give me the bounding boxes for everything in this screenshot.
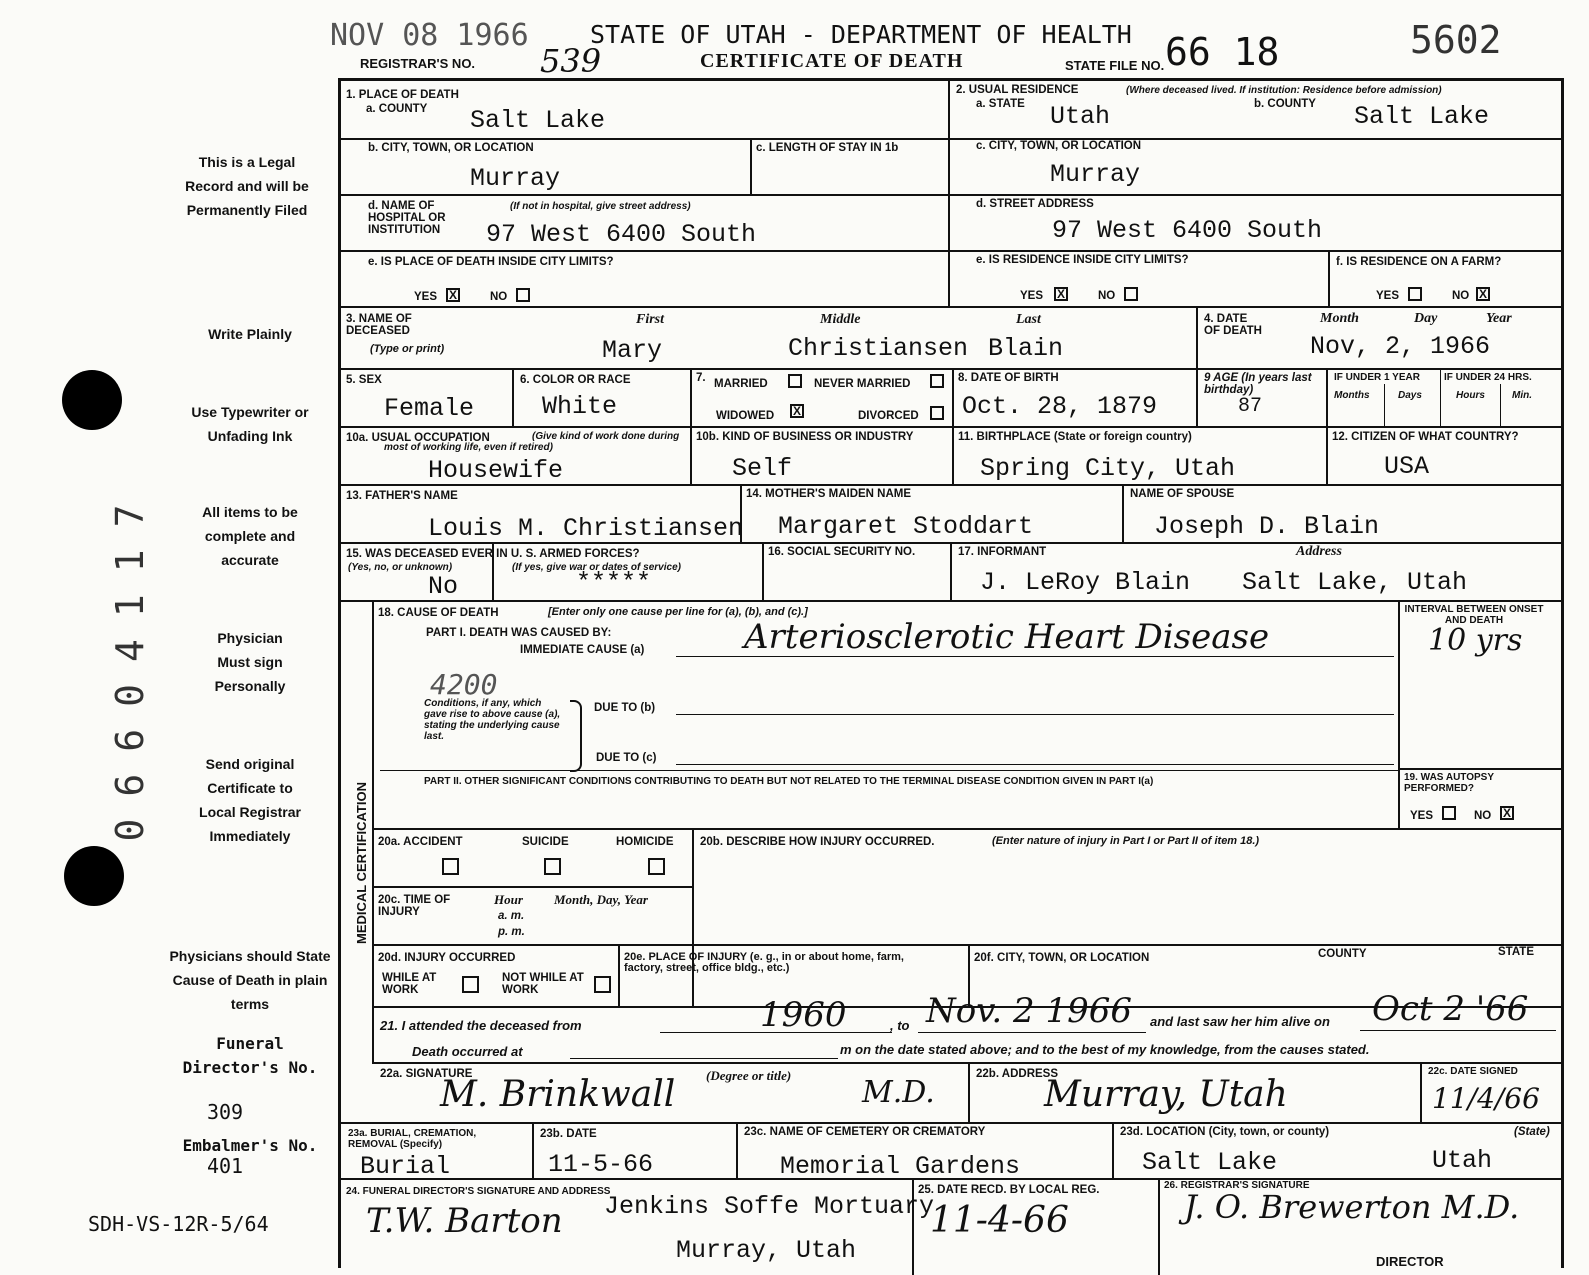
- cemetery-value[interactable]: Memorial Gardens: [780, 1152, 1021, 1181]
- note-physician-sign: Physician Must sign Personally: [214, 630, 286, 694]
- burial-location-value[interactable]: Salt Lake: [1142, 1148, 1278, 1177]
- label-burial-location: 23d. LOCATION (City, town, or county): [1120, 1126, 1330, 1138]
- label-under-1-year: IF UNDER 1 YEAR: [1334, 372, 1420, 383]
- label-mother: 14. MOTHER'S MAIDEN NAME: [746, 488, 912, 500]
- form-title: STATE OF UTAH - DEPARTMENT OF HEALTH: [590, 20, 1132, 49]
- label-interval: INTERVAL BETWEEN ONSET AND DEATH: [1404, 604, 1544, 626]
- note-write-plainly: Write Plainly: [208, 326, 292, 342]
- label-hour: Hour: [494, 892, 523, 907]
- label-type-or-print: (Type or print): [370, 343, 445, 355]
- label-yes: YES: [414, 291, 438, 303]
- label-age: 9 AGE (In years last birthday): [1204, 372, 1312, 396]
- label-married: MARRIED: [714, 378, 768, 390]
- funeral-director-label: Funeral Director's No.: [182, 1034, 318, 1077]
- label-race: 6. COLOR OR RACE: [520, 374, 631, 386]
- label-accident: 20a. ACCIDENT: [378, 836, 463, 848]
- label-pm: p. m.: [498, 926, 525, 938]
- label-injury-note: (Enter nature of injury in Part I or Part II of item 18.): [992, 835, 1260, 847]
- death-city-limits-no-checkbox[interactable]: [516, 288, 530, 302]
- last-name-value[interactable]: Blain: [988, 334, 1064, 363]
- label-place-of-death: 1. PLACE OF DEATH: [346, 89, 459, 101]
- label-length-of-stay: c. LENGTH OF STAY IN 1b: [756, 142, 899, 154]
- age-value[interactable]: 87: [1238, 395, 1263, 418]
- label-due-to-b: DUE TO (b): [594, 702, 656, 714]
- label-death-occurred: Death occurred at: [412, 1044, 523, 1059]
- registrar-label: REGISTRAR'S NO.: [360, 56, 476, 71]
- label-am: a. m.: [498, 910, 525, 922]
- funeral-home-name[interactable]: Jenkins Soffe Mortuary: [604, 1192, 935, 1221]
- label-under-24-hrs: IF UNDER 24 HRS.: [1444, 372, 1532, 383]
- armed-forces-value[interactable]: No: [428, 572, 459, 601]
- label-occupation: 10a. USUAL OCCUPATION: [346, 432, 490, 444]
- note-send-original: Send original Certificate to Local Registrar Immediately: [199, 756, 301, 844]
- middle-name-value[interactable]: Christiansen: [788, 334, 969, 363]
- label-immediate-cause: IMMEDIATE CAUSE (a): [520, 644, 645, 656]
- label-place-of-injury: 20e. PLACE OF INJURY (e. g., in or about home, farm, factory, street, office bldg., etc.): [624, 951, 904, 974]
- occupation-value[interactable]: Housewife: [428, 456, 564, 485]
- label-no: NO: [490, 291, 508, 303]
- res-county-value[interactable]: Salt Lake: [1354, 102, 1490, 131]
- not-while-at-work-checkbox[interactable]: [594, 976, 611, 993]
- burial-value[interactable]: Burial: [360, 1152, 451, 1181]
- attended-from-value[interactable]: 1960: [760, 995, 847, 1035]
- burial-date-value[interactable]: 11-5-66: [548, 1150, 654, 1179]
- state-file-number: 66 18: [1165, 30, 1280, 74]
- funeral-director-number: 309: [206, 1100, 244, 1124]
- label-death-city: b. CITY, TOWN, OR LOCATION: [368, 142, 534, 154]
- label-physician-address: 22b. ADDRESS: [976, 1068, 1059, 1080]
- label-middle: Middle: [820, 312, 861, 327]
- label-injury-occurred: 20d. INJURY OCCURRED: [378, 952, 516, 964]
- label-informant-address: Address: [1296, 544, 1342, 559]
- spouse-value[interactable]: Joseph D. Blain: [1154, 512, 1380, 541]
- label-never-married: NEVER MARRIED: [814, 378, 911, 390]
- physician-address-value[interactable]: Murray, Utah: [1044, 1074, 1288, 1115]
- label-date-of-birth: 8. DATE OF BIRTH: [958, 372, 1059, 384]
- birthplace-value[interactable]: Spring City, Utah: [980, 454, 1236, 483]
- label-first: First: [636, 312, 665, 327]
- label-cause-of-death: 18. CAUSE OF DEATH: [378, 607, 499, 619]
- label-death-county: a. COUNTY: [366, 103, 428, 115]
- label-informant: 17. INFORMANT: [958, 546, 1047, 558]
- never-married-checkbox[interactable]: [930, 374, 944, 388]
- received-date-stamp: NOV 08 1966: [330, 18, 529, 53]
- label-signature: 22a. SIGNATURE: [380, 1068, 473, 1080]
- label-usual-residence: 2. USUAL RESIDENCE: [956, 84, 1079, 96]
- last-saw-value[interactable]: Oct 2 '66: [1372, 989, 1529, 1029]
- label-days: Days: [1398, 390, 1422, 401]
- res-city-limits-yes-checkbox[interactable]: X: [1054, 287, 1068, 301]
- death-county-value[interactable]: Salt Lake: [470, 106, 606, 135]
- label-death-occurred-2: m on the date stated above; and to the best of my knowledge, from the causes stated.: [840, 1042, 1370, 1057]
- label-yes: YES: [1410, 810, 1434, 822]
- embalmer-label: Embalmer's No.: [182, 1136, 318, 1155]
- registrar-signature[interactable]: J. O. Brewerton M.D.: [1184, 1188, 1520, 1226]
- label-hospital: d. NAME OF HOSPITAL OR INSTITUTION: [368, 200, 446, 236]
- binder-hole-top: [62, 370, 122, 430]
- label-month: Month: [1320, 311, 1359, 326]
- label-autopsy: 19. WAS AUTOPSY PERFORMED?: [1404, 772, 1494, 794]
- label-time-of-injury: 20c. TIME OF INJURY: [378, 894, 451, 918]
- res-city-limits-no-checkbox[interactable]: [1124, 287, 1138, 301]
- funeral-home-city[interactable]: Murray, Utah: [676, 1236, 857, 1265]
- label-to: , to: [890, 1018, 910, 1033]
- label-hours: Hours: [1456, 390, 1485, 401]
- label-street-address: d. STREET ADDRESS: [976, 198, 1094, 210]
- label-social-security: 16. SOCIAL SECURITY NO.: [768, 546, 916, 558]
- label-last-saw: and last saw her him alive on: [1150, 1014, 1330, 1029]
- label-no: NO: [1474, 810, 1492, 822]
- label-yes: YES: [1376, 290, 1400, 302]
- cause-code: 4200: [430, 668, 498, 701]
- widowed-checkbox[interactable]: X: [790, 404, 804, 418]
- business-value[interactable]: Self: [732, 454, 793, 483]
- form-code: SDH-VS-12R-5/64: [88, 1212, 269, 1236]
- label-death-city-limits: e. IS PLACE OF DEATH INSIDE CITY LIMITS?: [368, 256, 614, 268]
- death-city-limits-yes-checkbox[interactable]: X: [446, 288, 460, 302]
- label-armed-forces: 15. WAS DECEASED EVER IN U. S. ARMED FORCES?: [346, 548, 640, 560]
- label-months: Months: [1334, 390, 1370, 401]
- label-residence-note: (Where deceased lived. If institution: Residence before admission): [1126, 85, 1442, 96]
- label-res-state: a. STATE: [976, 98, 1025, 110]
- label-conditions: Conditions, if any, which gave rise to above cause (a), stating the underlying cause last.: [424, 698, 561, 742]
- label-date-of-death: 4. DATE OF DEATH: [1204, 313, 1262, 337]
- label-not-while-at-work: NOT WHILE AT WORK: [502, 972, 584, 996]
- label-citizen: 12. CITIZEN OF WHAT COUNTRY?: [1332, 431, 1519, 443]
- accident-checkbox[interactable]: [442, 858, 459, 875]
- label-cemetery: 23c. NAME OF CEMETERY OR CREMATORY: [744, 1126, 986, 1138]
- label-attended: 21. I attended the deceased from: [380, 1018, 582, 1033]
- label-medical-certification: MEDICAL CERTIFICATION: [354, 781, 369, 944]
- res-city-value[interactable]: Murray: [1050, 160, 1141, 189]
- res-state-value[interactable]: Utah: [1050, 102, 1111, 131]
- label-burial-date: 23b. DATE: [540, 1128, 597, 1140]
- label-registrar-signature: 26. REGISTRAR'S SIGNATURE: [1164, 1180, 1310, 1191]
- label-suicide: SUICIDE: [522, 836, 569, 848]
- label-7: 7.: [696, 372, 706, 384]
- label-injury-county: COUNTY: [1318, 948, 1367, 960]
- label-no: NO: [1098, 290, 1116, 302]
- date-of-death-value[interactable]: Nov, 2, 1966: [1310, 332, 1491, 361]
- registrar-number: 539: [540, 42, 602, 80]
- label-part2: PART II. OTHER SIGNIFICANT CONDITIONS CONTRIBUTING TO DEATH BUT NOT RELATED TO THE TERMINAL DISEASE CONDITION GIVEN IN PART I(a): [424, 776, 1154, 787]
- informant-value[interactable]: J. LeRoy Blain: [980, 568, 1191, 597]
- homicide-checkbox[interactable]: [648, 858, 665, 875]
- funeral-director-signature[interactable]: T.W. Barton: [366, 1201, 563, 1241]
- label-day: Day: [1414, 311, 1438, 326]
- res-farm-no-checkbox[interactable]: X: [1476, 287, 1490, 301]
- label-res-farm: f. IS RESIDENCE ON A FARM?: [1336, 256, 1502, 268]
- label-injury-state: STATE: [1498, 946, 1534, 958]
- label-cause-note: [Enter only one cause per line for (a), (b), and (c).]: [548, 606, 808, 618]
- date-signed-value[interactable]: 11/4/66: [1432, 1082, 1540, 1115]
- label-occupation-note: (Give kind of work done during most of working life, even if retired): [384, 431, 680, 453]
- citizen-value[interactable]: USA: [1384, 452, 1430, 481]
- label-no: NO: [1452, 290, 1470, 302]
- label-name-deceased: 3. NAME OF DECEASED: [346, 313, 412, 337]
- label-injury-description: 20b. DESCRIBE HOW INJURY OCCURRED.: [700, 836, 935, 848]
- race-value[interactable]: White: [542, 392, 618, 421]
- note-complete: All items to be complete and accurate: [202, 504, 298, 568]
- divorced-checkbox[interactable]: [930, 406, 944, 420]
- note-physicians-cause: Physicians should State Cause of Death in plain terms: [169, 948, 331, 1012]
- label-degree: (Degree or title): [706, 1068, 792, 1083]
- cause-a-value[interactable]: Arteriosclerotic Heart Disease: [744, 617, 1270, 657]
- autopsy-yes-checkbox[interactable]: [1442, 806, 1456, 820]
- label-spouse: NAME OF SPOUSE: [1130, 488, 1235, 500]
- label-part1: PART I. DEATH WAS CAUSED BY:: [426, 627, 612, 639]
- label-mdy: Month, Day, Year: [554, 892, 648, 907]
- label-while-at-work: WHILE AT WORK: [382, 972, 437, 996]
- autopsy-no-checkbox[interactable]: X: [1500, 806, 1514, 820]
- label-burial: 23a. BURIAL, CREMATION, REMOVAL (Specify): [348, 1128, 477, 1150]
- label-date-signed: 22c. DATE SIGNED: [1428, 1066, 1518, 1077]
- label-divorced: DIVORCED: [858, 410, 919, 422]
- label-yes: YES: [1020, 290, 1044, 302]
- label-due-to-c: DUE TO (c): [596, 752, 657, 764]
- label-sex: 5. SEX: [346, 374, 382, 386]
- label-hospital-note: (If not in hospital, give street address): [510, 201, 691, 212]
- mother-value[interactable]: Margaret Stoddart: [778, 512, 1034, 541]
- label-res-city-limits: e. IS RESIDENCE INSIDE CITY LIMITS?: [976, 254, 1189, 266]
- date-received-value[interactable]: 11-4-66: [930, 1200, 1069, 1241]
- informant-address-value[interactable]: Salt Lake, Utah: [1242, 568, 1468, 597]
- binder-hole-bottom: [64, 846, 124, 906]
- label-res-county: b. COUNTY: [1254, 98, 1316, 110]
- label-business: 10b. KIND OF BUSINESS OR INDUSTRY: [696, 431, 914, 443]
- state-file-label: STATE FILE NO.: [1065, 58, 1165, 73]
- service-value[interactable]: *****: [576, 568, 652, 597]
- death-city-value[interactable]: Murray: [470, 164, 561, 193]
- label-year: Year: [1486, 311, 1512, 326]
- label-father: 13. FATHER'S NAME: [346, 490, 458, 502]
- sex-value[interactable]: Female: [384, 394, 475, 423]
- interval-value[interactable]: 10 yrs: [1428, 623, 1523, 658]
- label-burial-state: (State): [1514, 1126, 1550, 1138]
- label-funeral-director: 24. FUNERAL DIRECTOR'S SIGNATURE AND ADDRESS: [346, 1186, 611, 1197]
- label-birthplace: 11. BIRTHPLACE (State or foreign country): [958, 431, 1192, 443]
- burial-state-value[interactable]: Utah: [1432, 1146, 1493, 1175]
- date-of-birth-value[interactable]: Oct. 28, 1879: [962, 392, 1158, 421]
- father-value[interactable]: Louis M. Christiansen: [428, 514, 744, 543]
- label-injury-city: 20f. CITY, TOWN, OR LOCATION: [974, 952, 1150, 964]
- file-number-stamp: 5602: [1410, 18, 1502, 62]
- street-address-value[interactable]: 97 West 6400 South: [1052, 216, 1323, 245]
- label-date-received: 25. DATE RECD. BY LOCAL REG.: [918, 1184, 1100, 1196]
- married-checkbox[interactable]: [788, 374, 802, 388]
- label-last: Last: [1016, 312, 1041, 327]
- label-res-city: c. CITY, TOWN, OR LOCATION: [976, 140, 1142, 152]
- physician-signature[interactable]: M. Brinkwall: [440, 1074, 676, 1115]
- hospital-value[interactable]: 97 West 6400 South: [486, 220, 757, 249]
- suicide-checkbox[interactable]: [544, 858, 561, 875]
- label-homicide: HOMICIDE: [616, 836, 674, 848]
- label-min: Min.: [1512, 390, 1532, 401]
- vertical-certificate-number: 06604117: [108, 482, 152, 842]
- attended-to-value[interactable]: Nov. 2 1966: [926, 991, 1132, 1031]
- label-widowed: WIDOWED: [716, 410, 775, 422]
- label-armed-note1: (Yes, no, or unknown): [348, 562, 453, 573]
- note-legal-record: This is a Legal Record and will be Permanently Filed: [185, 154, 309, 218]
- form-subtitle: CERTIFICATE OF DEATH: [700, 50, 964, 72]
- embalmer-number: 401: [206, 1154, 244, 1178]
- first-name-value[interactable]: Mary: [602, 336, 663, 365]
- label-armed-note2: (If yes, give war or dates of service): [512, 562, 681, 573]
- physician-degree[interactable]: M.D.: [862, 1075, 935, 1110]
- while-at-work-checkbox[interactable]: [462, 976, 479, 993]
- bottom-director-text: DIRECTOR: [1376, 1254, 1444, 1269]
- note-typewriter: Use Typewriter or Unfading Ink: [191, 404, 309, 444]
- res-farm-yes-checkbox[interactable]: [1408, 287, 1422, 301]
